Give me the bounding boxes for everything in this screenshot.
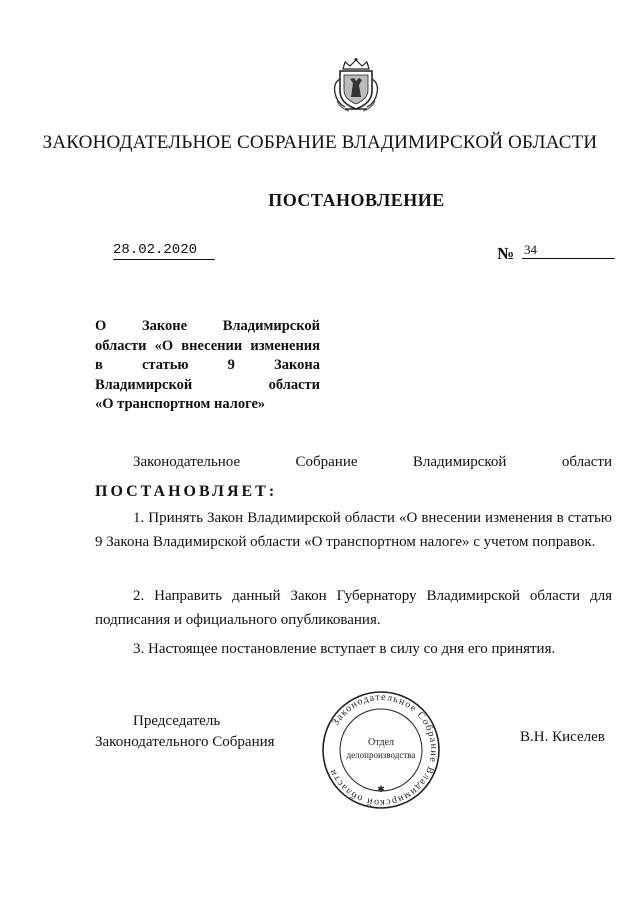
subject-word: «О (154, 337, 174, 354)
subject-word: области (95, 337, 147, 354)
subject-word: внесении (181, 337, 243, 354)
subject-word: Законе (141, 318, 188, 334)
subject-word: О (95, 318, 107, 334)
subject-word: «О транспортном налоге» (95, 396, 266, 412)
stamp-star-icon: ✱ (377, 784, 385, 794)
stamp-center-line: делопроизводства (346, 750, 416, 760)
intro-word: Владимирской (412, 454, 507, 470)
subject-word: в (95, 357, 103, 373)
document-number: 34 (524, 242, 537, 257)
subject-word: статью (142, 357, 189, 373)
subject-word: Владимирской (95, 376, 193, 393)
signatory-position-line: Законодательного Собрания (95, 734, 275, 750)
intro-word: Собрание (295, 454, 358, 470)
document-type-heading: ПОСТАНОВЛЕНИЕ (268, 190, 445, 210)
stamp-ring-text: Законодательное Собрание Владимирской области (326, 691, 440, 809)
signatory-position (95, 711, 305, 753)
paragraph-2: 2. Направить данный Закон Губернатору Владимирской области для подписания и официального опубликования. (95, 588, 612, 628)
intro-word: Законодательное (133, 454, 241, 470)
intro-line (133, 454, 612, 471)
document-subject (95, 317, 320, 415)
paragraph-1: 1. Принять Закон Владимирской области «О внесении изменения в статью 9 Закона Владимирской области «О транспортном налоге» с учетом поправок. (95, 510, 612, 550)
subject-word: изменения (250, 337, 320, 354)
decrees-heading: ПОСТАНОВЛЯЕТ: (95, 483, 278, 500)
subject-word: Закона (274, 357, 320, 373)
subject-line (95, 337, 320, 357)
intro-word: области (561, 454, 612, 470)
coat-of-arms-icon (331, 57, 381, 113)
document-date: 28.02.2020 (113, 242, 215, 260)
stamp-center-line: Отдел (368, 737, 394, 748)
subject-line (95, 317, 320, 337)
signatory-position-line: Председатель (133, 713, 221, 729)
official-stamp (321, 690, 441, 810)
subject-word: области (268, 376, 320, 393)
paragraph-3: 3. Настоящее постановление вступает в силу со дня его принятия. (133, 641, 556, 657)
document-number-label: № (497, 244, 515, 263)
organization-title: ЗАКОНОДАТЕЛЬНОЕ СОБРАНИЕ ВЛАДИМИРСКОЙ ОБЛАСТИ (42, 132, 598, 153)
subject-line (95, 395, 320, 415)
subject-word: 9 (227, 357, 235, 373)
subject-line (95, 376, 320, 396)
signatory-name: В.Н. Киселев (520, 729, 605, 745)
subject-word: Владимирской (222, 318, 320, 334)
subject-line (95, 356, 320, 376)
